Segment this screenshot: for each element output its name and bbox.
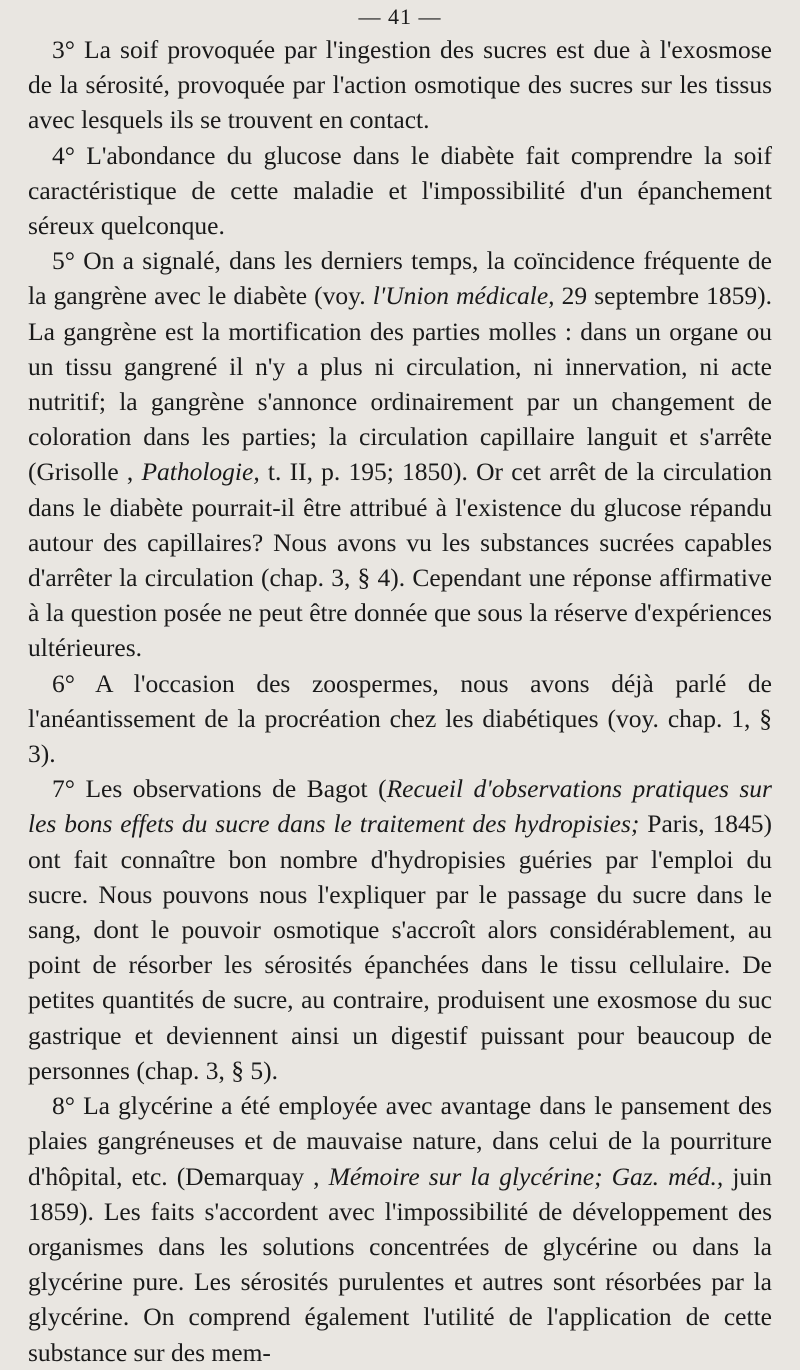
- citation-italic: Pathologie,: [141, 457, 260, 487]
- citation-italic: Recueil d'observations pratiques sur les bons effets du sucre dans le traitement des hydropisies;: [28, 774, 772, 839]
- text-run: 5° On a signalé, dans les derniers temps, la coïncidence fréquente de la gangrène avec le diabète (voy.: [28, 246, 772, 311]
- text-run: 29 septembre 1859). La gangrène est la mortification des parties molles : dans un organe ou un tissu gangrené il n'y a plus ni circulation, ni innervation, ni acte nutritif; la gangrène s'annonce ordinairement par un changement de coloration dans les parties; la circulation capillaire languit et s'arrête (Grisolle ,: [28, 281, 772, 487]
- text-run: 7° Les observations de Bagot (: [52, 774, 387, 804]
- paragraph-p4: [28, 138, 772, 244]
- text-run: juin 1859). Les faits s'accordent avec l'impossibilité de développement des organismes dans les solutions concentrées de glycérine ou dans la glycérine pure. Les sérosités purulentes et autres sont résorbées par la glycérine. On comprend également l'utilité de l'application de cette substance sur des mem-: [28, 1161, 773, 1367]
- paragraph-p6: [28, 666, 772, 772]
- text-run: 6° A l'occasion des zoospermes, nous avons déjà parlé de l'anéantissement de la procréation chez les diabétiques (voy. chap. 1, § 3).: [28, 668, 772, 769]
- text-run: Paris, 1845) ont fait connaître bon nombre d'hydropisies guéries par l'emploi du sucre. Nous pouvons nous l'expliquer par le passage du sucre dans le sang, dont le pouvoir osmotique s'accroît alors considérablement, au point de résorber les sérosités épanchées dans le tissu cellulaire. De petites quantités de sucre, au contraire, produisent une exosmose du suc gastrique et deviennent ainsi un digestif puissant pour beaucoup de personnes (chap. 3, § 5).: [28, 809, 772, 1085]
- citation-italic: l'Union médicale,: [372, 281, 555, 311]
- paragraph-p3: [28, 32, 772, 138]
- text-run: t. II, p. 195; 1850). Or cet arrêt de la circulation dans le diabète pourrait-il être attribué à l'existence du glucose répandu autour des capillaires? Nous avons vu les substances sucrées capables d'arrêter la circulation (chap. 3, § 4). Cependant une réponse affirmative à la question posée ne peut être donnée que sous la réserve d'expériences ultérieures.: [28, 457, 772, 663]
- citation-italic: Mémoire sur la glycérine; Gaz. méd.,: [328, 1161, 724, 1191]
- paragraph-p7: [28, 771, 772, 1088]
- body-text: [28, 32, 772, 1370]
- paragraph-p8: [28, 1088, 772, 1370]
- page-number: — 41 —: [358, 4, 442, 29]
- text-run: 8° La glycérine a été employée avec avantage dans le pansement des plaies gangréneuses et de mauvaise nature, dans celui de la pourriture d'hôpital, etc. (Demarquay ,: [28, 1091, 772, 1191]
- paragraph-p5: [28, 243, 772, 665]
- text-run: 3° La soif provoquée par l'ingestion des sucres est due à l'exosmose de la sérosité, provoquée par l'action osmotique des sucres sur les tissus avec lesquels ils se trouvent en contact.: [28, 35, 772, 135]
- text-run: 4° L'abondance du glucose dans le diabète fait comprendre la soif caractéristique de cette maladie et l'impossibilité d'un épanchement séreux quelconque.: [28, 140, 772, 241]
